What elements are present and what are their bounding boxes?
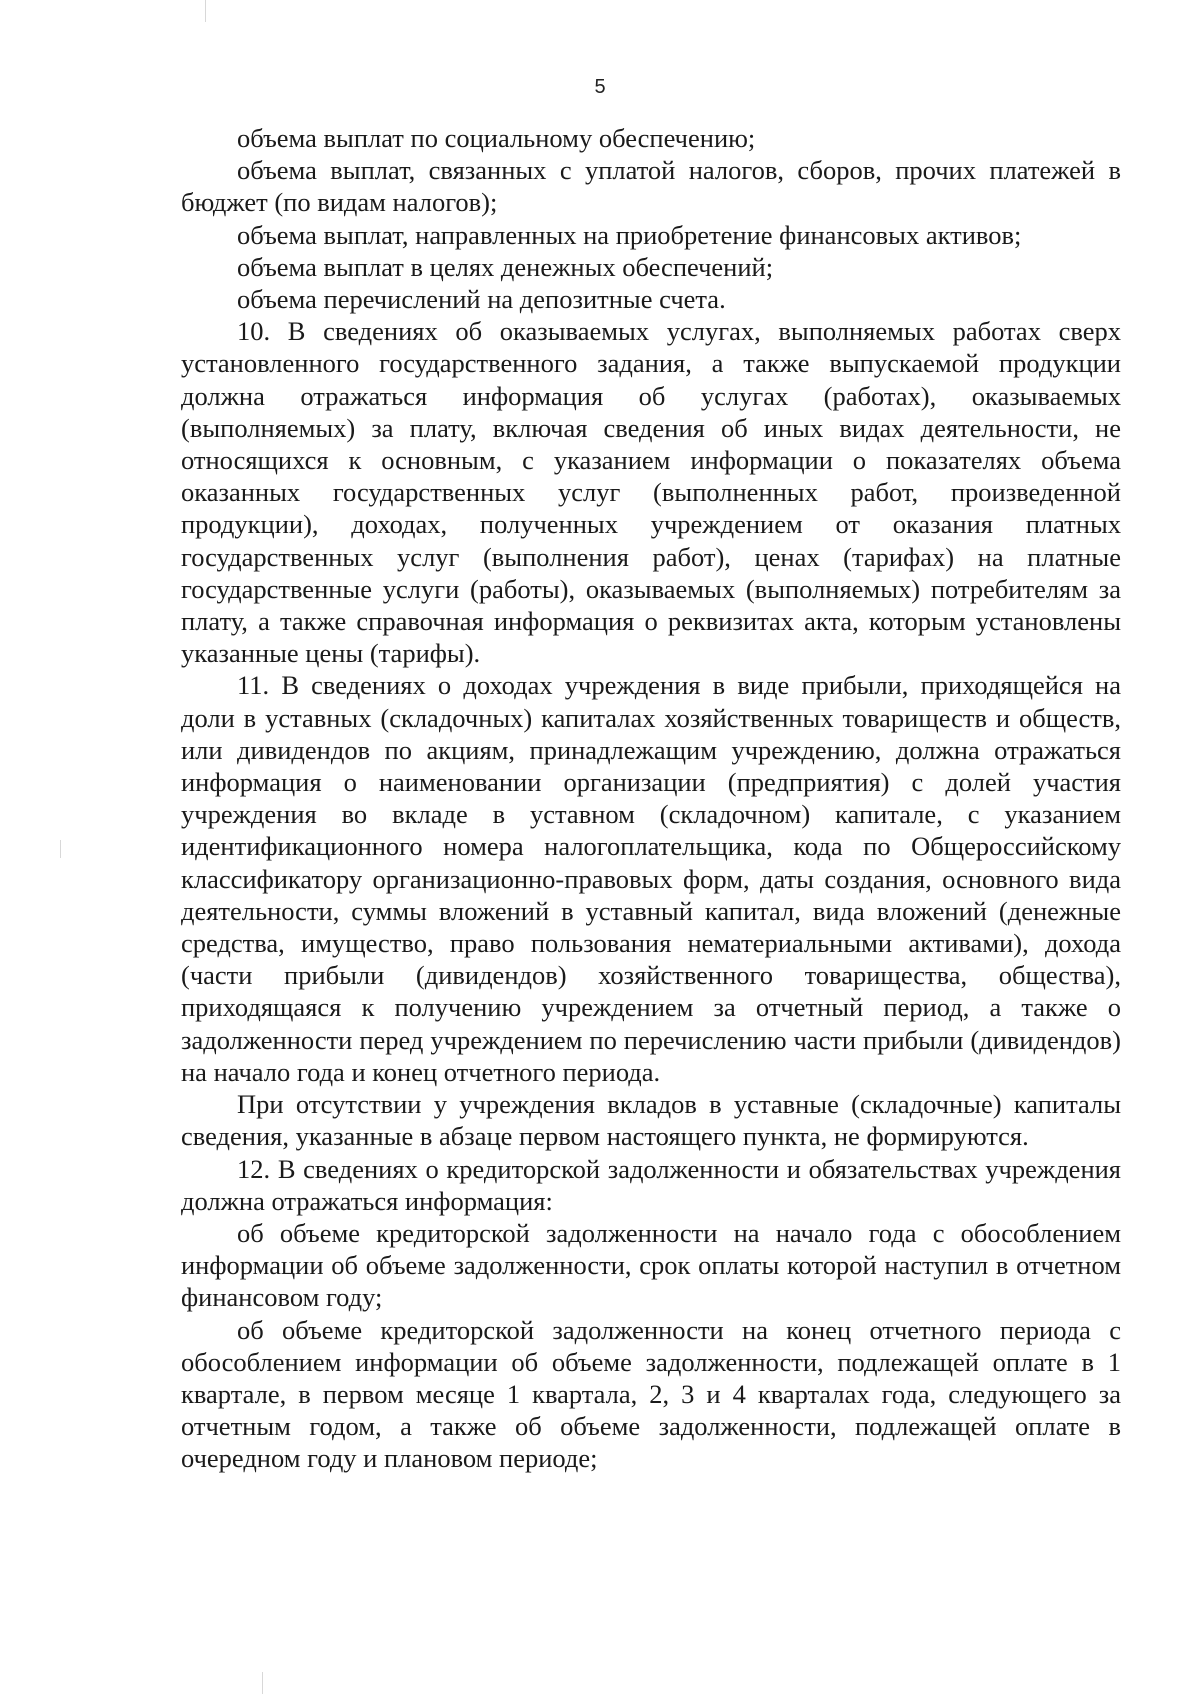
paragraph: об объеме кредиторской задолженности на начало года с обособлением информации об объеме задолженности, срок оплаты которой наступил в отчетном финансовом году; — [181, 1217, 1121, 1313]
paragraph: объема выплат по социальному обеспечению; — [237, 123, 756, 153]
paragraph: объема перечислений на депозитные счета. — [237, 284, 726, 315]
scan-artifact — [262, 1672, 263, 1694]
paragraph-item-10: 10. В сведениях об оказываемых услугах, выполняемых работах сверх установленного государственного задания, а также выпускаемой продукции должна отражаться информация об услугах (работах), оказываемых (выполняемых) за плату, включая сведения об иных видах деятельности, не относящихся к основным, с указанием информации о показателях объема оказанных государственных услуг (выполненных работ, произведенной продукции), доходах, полученных учреждением от оказания платных государственных услуг (выполнения работ), ценах (тарифах) на платные государственные услуги (работы), оказываемых (выполняемых) потребителям за плату, а также справочная информация о реквизитах акта, которым установлены указанные цены (тарифы). — [181, 316, 1121, 669]
paragraph: При отсутствии у учреждения вкладов в уставные (складочные) капиталы сведения, указанные в абзаце первом настоящего пункта, не формируются. — [181, 1089, 1121, 1152]
paragraph: объема выплат, связанных с уплатой налогов, сборов, прочих платежей в бюджет (по видам налогов); — [181, 155, 1121, 218]
paragraph: объема выплат, направленных на приобретение финансовых активов; — [237, 219, 1022, 250]
scan-artifact — [205, 0, 206, 22]
paragraph-item-12: 12. В сведениях о кредиторской задолженности и обязательствах учреждения должна отражаться информация: — [181, 1153, 1121, 1216]
scan-artifact — [60, 840, 61, 858]
page-number: 5 — [594, 76, 606, 98]
paragraph: об объеме кредиторской задолженности на конец отчетного периода с обособлением информации об объеме задолженности, подлежащей оплате в 1 квартале, в первом месяце 1 квартала, 2, 3 и 4 кварталах года, следующего за отчетным годом, а также об объеме задолженности, подлежащей оплате в очередном году и плановом периоде; — [181, 1314, 1121, 1474]
paragraph: объема выплат в целях денежных обеспечений; — [237, 251, 774, 282]
document-body — [181, 122, 1121, 1475]
paragraph-item-11: 11. В сведениях о доходах учреждения в виде прибыли, приходящейся на доли в уставных (складочных) капиталах хозяйственных товариществ и обществ, или дивидендов по акциям, принадлежащим учреждению, должна отражаться информация о наименовании организации (предприятия) с долей участия учреждения во вкладе в уставном (складочном) капитале, с указанием идентификационного номера налогоплательщика, кода по Общероссийскому классификатору организационно-правовых форм, даты создания, основного вида деятельности, суммы вложений в уставный капитал, вида вложений (денежные средства, имущество, право пользования нематериальными активами), дохода (части прибыли (дивидендов) хозяйственного товарищества, общества), приходящаяся к получению учреждением за отчетный период, а также о задолженности перед учреждением по перечислению части прибыли (дивидендов) на начало года и конец отчетного периода. — [181, 670, 1121, 1087]
